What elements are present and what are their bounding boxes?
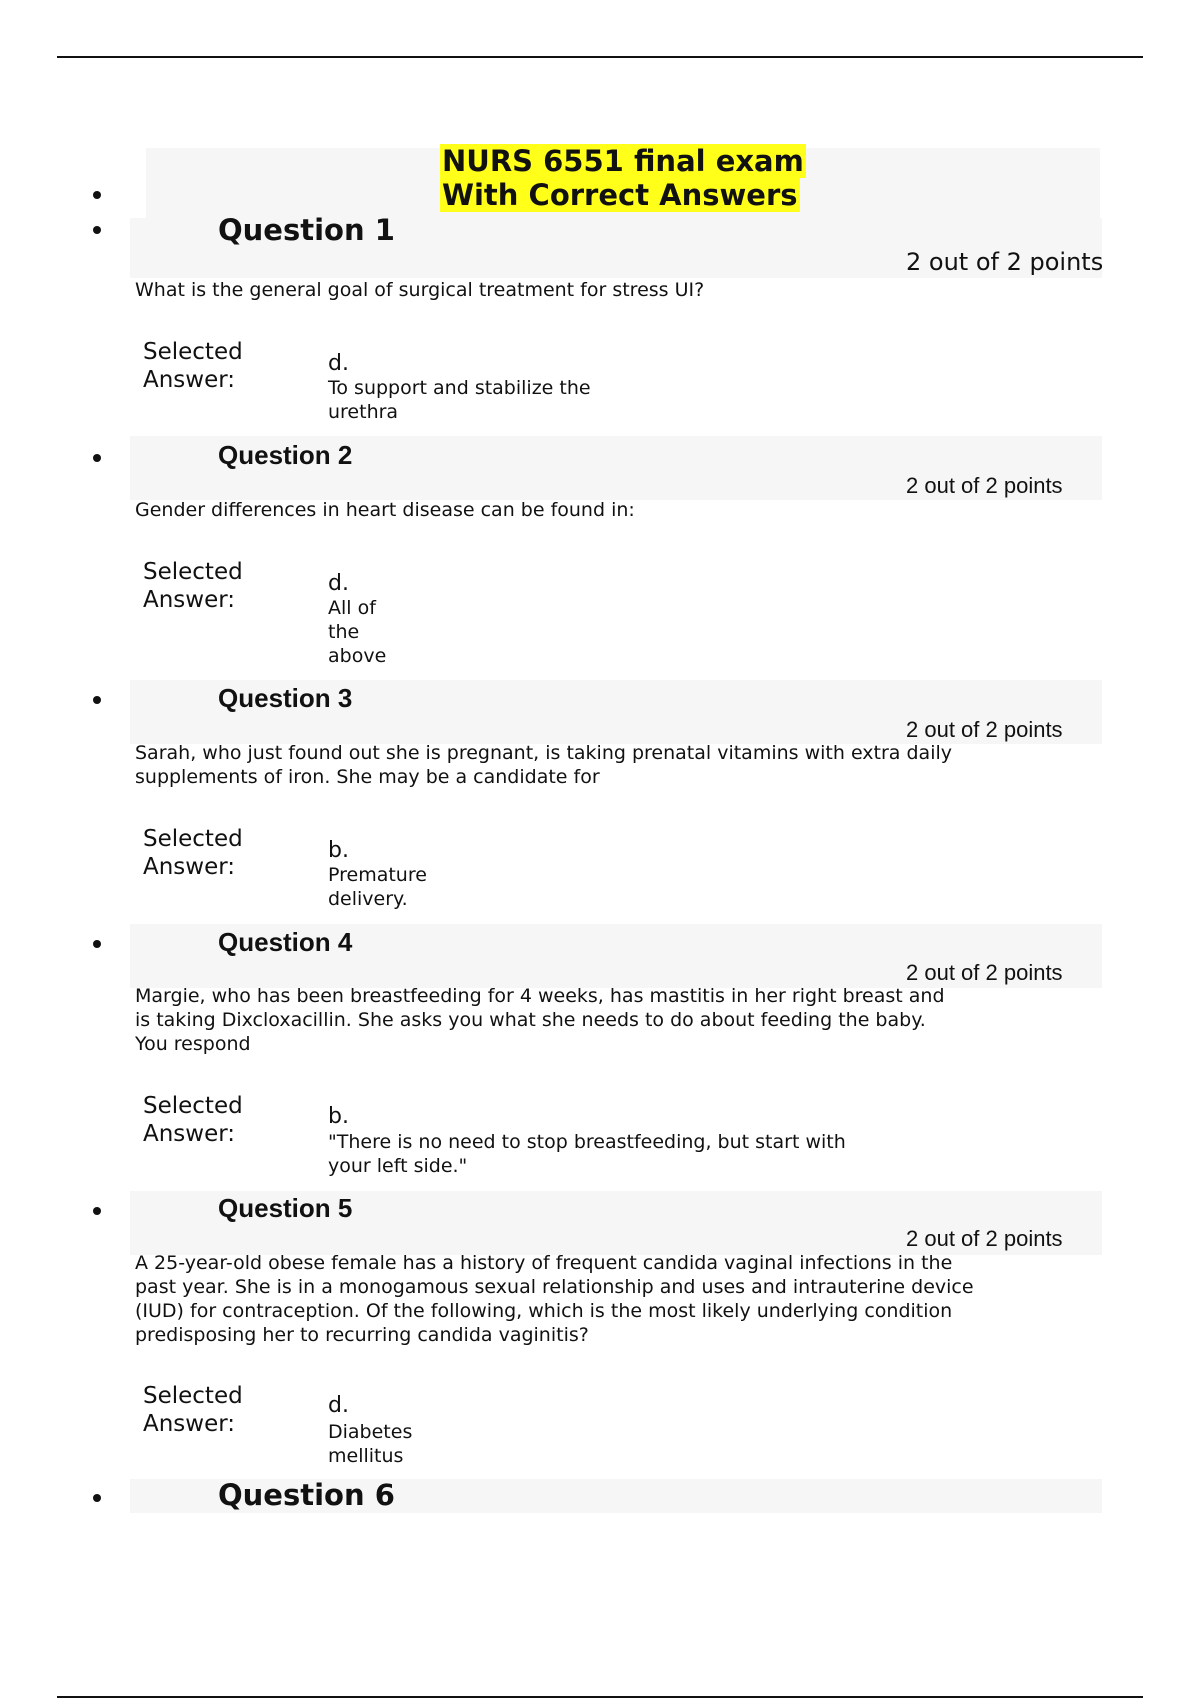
title-line-2: With Correct Answers	[442, 178, 798, 212]
answer-letter: d.	[328, 1393, 349, 1418]
bullet	[93, 226, 101, 234]
answer-letter: b.	[328, 838, 349, 863]
selected-answer-label: Selected Answer:	[143, 339, 243, 393]
question-text: A 25-year-old obese female has a history of frequent candida vaginal infections in the past year. She is in a monogamous sexual relationship and uses and intrauterine device (IUD) for contraception. Of the following, which is the most likely underlying condition predisposing her to recurring candida vaginitis?	[135, 1252, 974, 1346]
points-score: 2 out of 2 points	[906, 248, 1104, 276]
answer-text: Premature delivery.	[328, 864, 427, 910]
question-title: Question 6	[218, 1478, 395, 1512]
answer-text: All of the above	[328, 597, 387, 667]
answer-letter: b.	[328, 1104, 349, 1129]
bullet	[93, 696, 101, 704]
answer-text: "There is no need to stop breastfeeding, but start with your left side."	[328, 1131, 846, 1177]
selected-answer-label: Selected Answer:	[143, 1093, 243, 1147]
question-title: Question 5	[218, 1193, 353, 1223]
bullet	[93, 1494, 101, 1502]
question-title: Question 2	[218, 440, 353, 470]
selected-answer-label: Selected Answer:	[143, 1383, 243, 1437]
bullet	[93, 940, 101, 948]
points-score: 2 out of 2 points	[906, 473, 1063, 498]
bullet	[93, 454, 101, 462]
selected-answer-label: Selected Answer:	[143, 826, 243, 880]
answer-letter: d.	[328, 351, 349, 376]
top-rule	[57, 56, 1143, 58]
bullet	[93, 1207, 101, 1215]
points-score: 2 out of 2 points	[906, 1226, 1063, 1251]
selected-answer-label: Selected Answer:	[143, 559, 243, 613]
points-score: 2 out of 2 points	[906, 717, 1063, 742]
question-title: Question 4	[218, 927, 353, 957]
answer-text: Diabetes mellitus	[328, 1421, 413, 1467]
question-text: Margie, who has been breastfeeding for 4 weeks, has mastitis in her right breast and is taking Dixcloxacillin. She asks you what she needs to do about feeding the baby. You respond	[135, 985, 945, 1055]
question-title: Question 3	[218, 683, 353, 713]
question-title: Question 1	[218, 213, 395, 247]
question-text: What is the general goal of surgical treatment for stress UI?	[135, 279, 705, 301]
document-title	[440, 144, 820, 212]
answer-text: To support and stabilize the urethra	[328, 377, 591, 423]
points-score: 2 out of 2 points	[906, 960, 1063, 985]
question-text: Sarah, who just found out she is pregnant, is taking prenatal vitamins with extra daily supplements of iron. She may be a candidate for	[135, 742, 952, 788]
answer-letter: d.	[328, 571, 349, 596]
title-line-1: NURS 6551 final exam	[442, 144, 804, 178]
bullet	[93, 191, 101, 199]
question-text: Gender differences in heart disease can be found in:	[135, 499, 635, 521]
bottom-rule	[57, 1696, 1143, 1698]
